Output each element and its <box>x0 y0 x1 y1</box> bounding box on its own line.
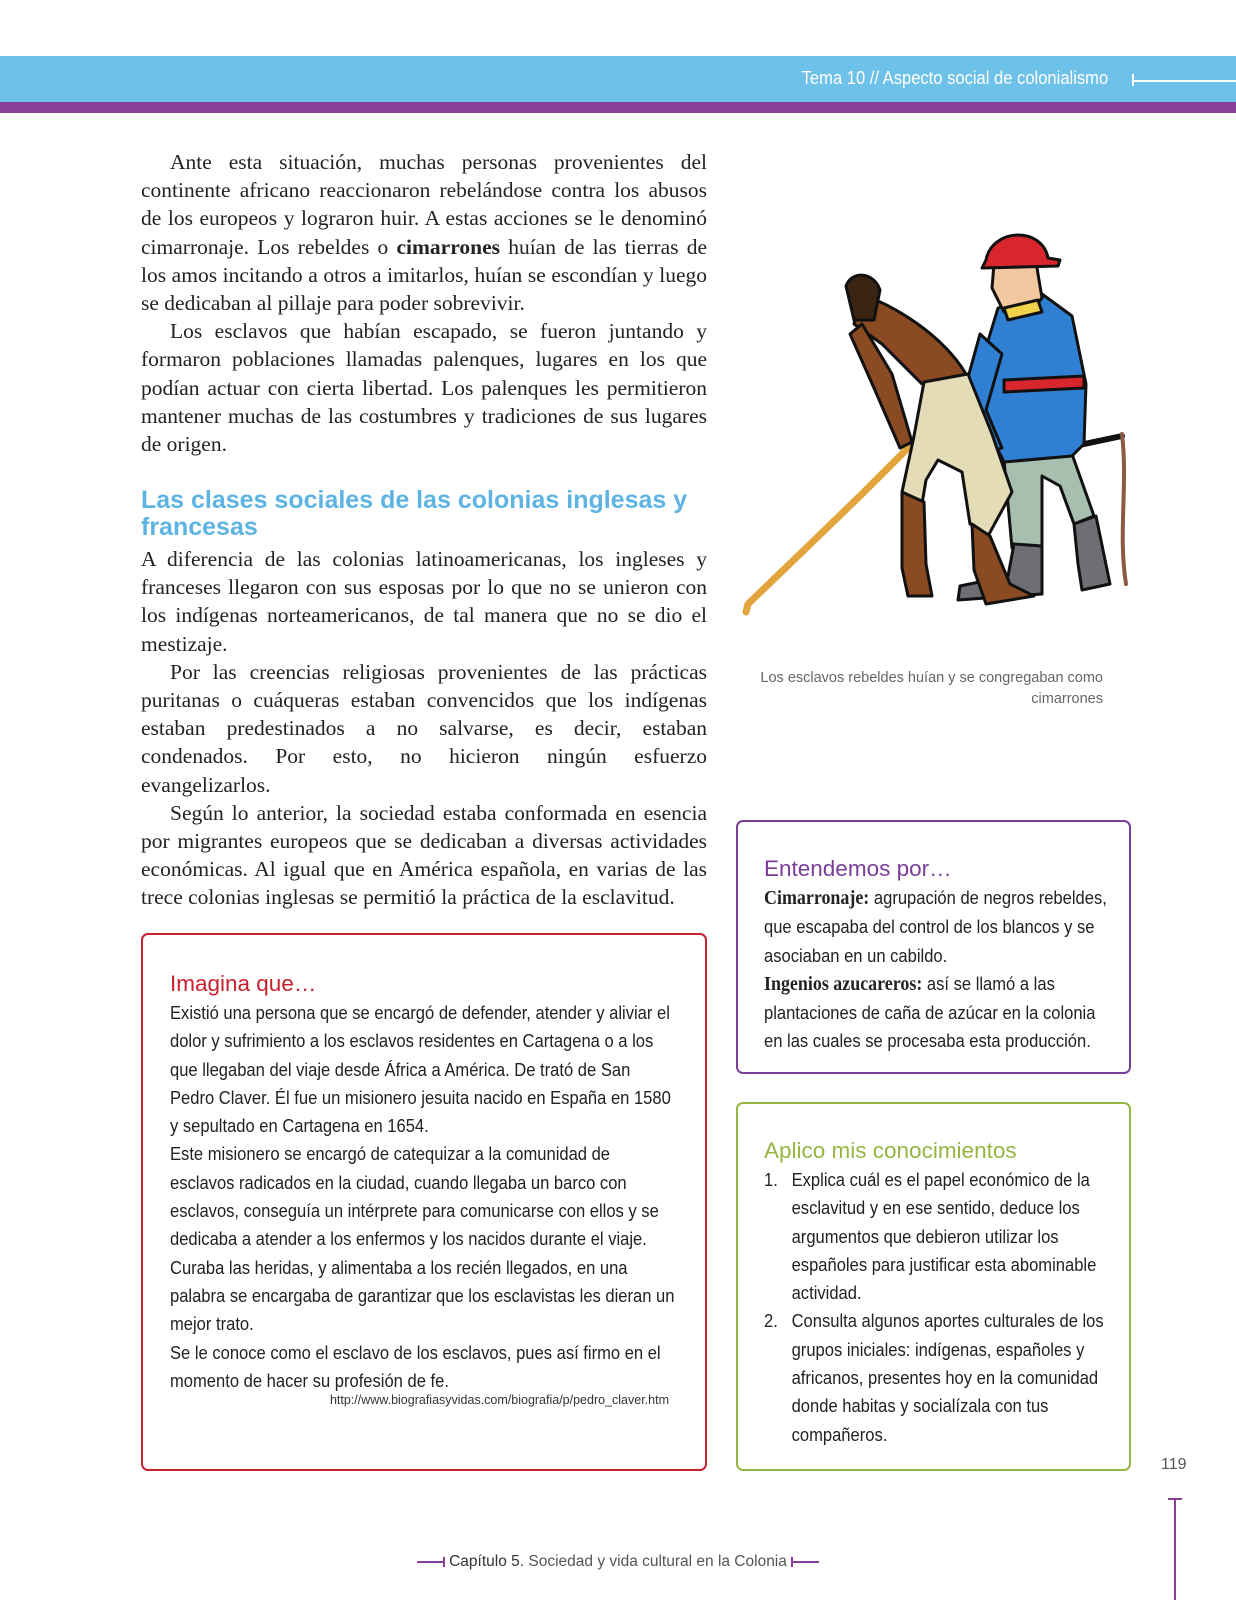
page-number: 119 <box>1161 1456 1187 1473</box>
entendemos-box <box>736 820 1131 1074</box>
section-text <box>141 545 707 912</box>
imagina-source-url: http://www.biografiasyvidas.com/biografia/p/pedro_claver.htm <box>329 1393 669 1407</box>
stick1 <box>746 446 910 612</box>
section-paragraph-3: Según lo anterior, la sociedad estaba conformada en esencia por migrantes europeos que se dedicaban a diversas actividades económicas. Al igual que en América española, en varias de las trece colonias inglesas se permitió la práctica de la esclavitud. <box>141 800 707 910</box>
imagina-paragraph-3: Se le conoce como el esclavo de los esclavos, pues así firmo en el momento de hacer su profesión de fe. <box>170 1342 661 1391</box>
soldier-helmet <box>982 235 1060 268</box>
section-title: Las clases sociales de las colonias inglesas y francesas <box>141 486 688 541</box>
imagina-title: Imagina que… <box>170 971 317 996</box>
imagina-paragraph-1: Existió una persona que se encargó de defender, atender y aliviar el dolor y sufrimiento a los esclavos residentes en Cartagena o a los que llegaban del viaje desde África a América. De trató de San Pedro Claver. Él fue un misionero jesuita nacido en España en 1580 y sepultado en Cartagena en 1654. <box>170 1003 671 1137</box>
intro-paragraph-2: Los esclavos que habían escapado, se fueron juntando y formaron poblaciones llamadas palenques, lugares en los que podían actuar con cierta libertad. Los palenques les permitieron mantener muchas de las costumbres y tradiciones de sus lugares de origen. <box>141 319 707 457</box>
footer-chapter-title: Sociedad y vida cultural en la Colonia <box>524 1553 787 1570</box>
entendemos-title: Entendemos por… <box>764 856 952 881</box>
entendemos-text <box>764 884 1114 1056</box>
footer <box>0 1553 1236 1571</box>
page-marker-line <box>1174 1498 1176 1600</box>
definition-cimarronaje: Cimarronaje: agrupación de negros rebeldes, que escapaba del control de los blancos y se asociaban en un cabildo. <box>764 888 1107 966</box>
imagina-paragraph-2: Este misionero se encargó de catequizar a la comunidad de esclavos radicados en la ciudad, cuando llegaba un barco con esclavos, conseguía un intérprete para comunicarse con ellos y se dedicaba a atender a los enfermos y los nacidos durante el viaje. Curaba las heridas, y alimentaba a los recién llegados, en una palabra se encargaba de garantizar que los esclavistas les dieran un mejor trato. <box>170 1144 675 1335</box>
definition-ingenios: Ingenios azucareros: así se llamó a las plantaciones de caña de azúcar en la colonia en las cuales se procesaba esta producción. <box>764 973 1096 1052</box>
list-item: 1. Explica cuál es el papel económico de la esclavitud y en ese sentido, deduce los argumentos que debieron utilizar los españoles para justificar esta abominable actividad. <box>764 1170 1097 1304</box>
imagina-box <box>141 933 707 1471</box>
soldier-sash <box>1004 376 1084 392</box>
soldier-boot-2 <box>1074 516 1110 590</box>
aplico-title: Aplico mis conocimientos <box>764 1138 1017 1163</box>
illustration-slave-and-soldier <box>742 224 1152 644</box>
list-item: 2. Consulta algunos aportes culturales de los grupos iniciales: indígenas, españoles y africanos, presentes hoy en la comunidad donde habitas y socialízala con tus compañeros. <box>764 1311 1104 1445</box>
aplico-box <box>736 1102 1131 1471</box>
figure-caption: Los esclavos rebeldes huían y se congregaban como cimarrones <box>760 670 1103 707</box>
intro-text <box>141 148 707 458</box>
slave-leg-1 <box>902 492 932 596</box>
header-stripe <box>0 102 1236 113</box>
section-paragraph-1: A diferencia de las colonias latinoamericanas, los ingleses y franceses llegaron con sus esposas por lo que no se unieron con los indígenas norteamericanos, de tal manera que no se dio el mestizaje. <box>141 547 707 656</box>
section-paragraph-2: Por las creencias religiosas provenientes de las prácticas puritanas o cuáqueras estaban convencidos que los indígenas estaban predestinados a no salvarse, es decir, estaban condenados. Por esto, no hicieron ningún esfuerzo evangelizarlos. <box>141 659 707 797</box>
footer-chapter-label: Capítulo 5. <box>449 1553 525 1570</box>
header-line <box>1132 80 1236 82</box>
term-cimarrones: cimarrones <box>396 234 500 259</box>
intro-paragraph-1: Ante esta situación, muchas personas provenientes del continente africano reaccionaron rebelándose contra los abusos de los europeos y lograron huir. A estas acciones se le denominó cimarronaje. Los rebeldes o cimarrones huían de las tierras de los amos incitando a otros a imitarlos, huían se escondían y luego se dedicaban al pillaje para poder sobrevivir. <box>141 150 707 316</box>
aplico-list <box>764 1166 1114 1449</box>
imagina-text <box>170 999 678 1395</box>
header-title: Tema 10 // Aspecto social de colonialismo <box>801 68 1108 88</box>
